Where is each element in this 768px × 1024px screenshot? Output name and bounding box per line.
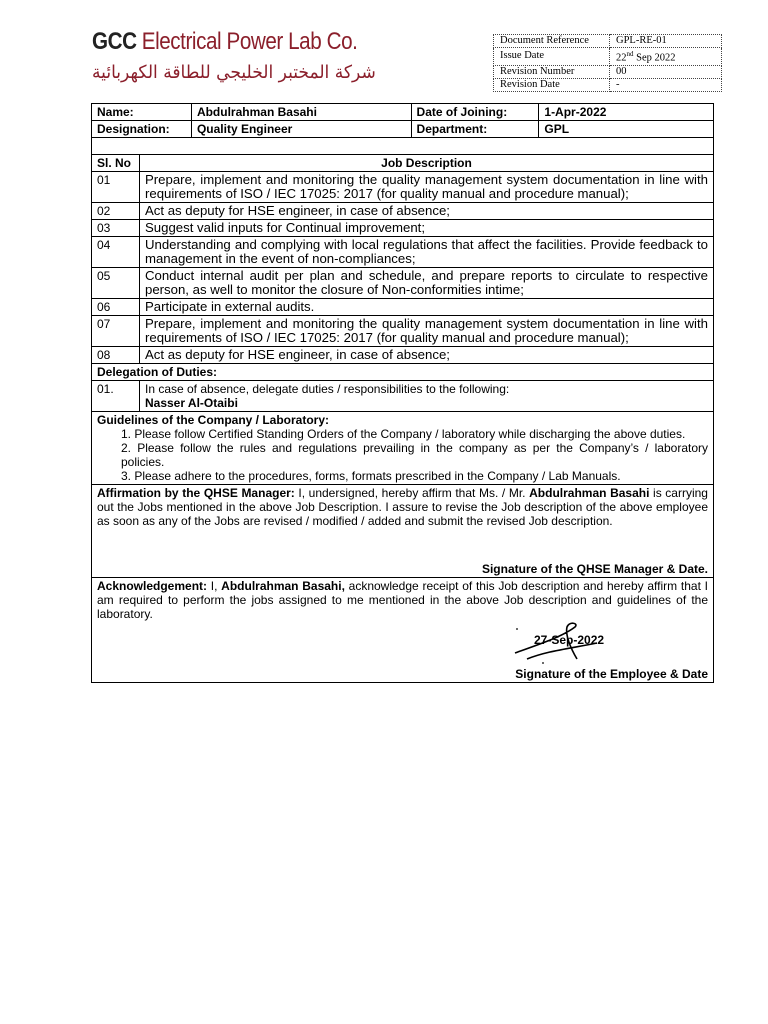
employee-row (92, 121, 714, 138)
affirmation-cell (92, 485, 714, 578)
job-text: Prepare, implement and monitoring the quality management system documentation in line with requirements of ISO / IEC 17025: 2017 (for quality manual and procedure manual); (139, 172, 713, 203)
acknowledgement-text-b: acknowledge receipt of this Job description and hereby affirm that I am required to perform the jobs assigned to me mentioned in the above Job description and guidelines of the laboratory. (97, 579, 708, 621)
job-row (92, 299, 714, 316)
job-number: 04 (92, 237, 140, 268)
job-row (92, 220, 714, 237)
guidelines-title: Guidelines of the Company / Laboratory: (97, 413, 330, 427)
acknowledgement-title: Acknowledgement: (97, 579, 208, 593)
spacer-row (92, 138, 714, 155)
issue-day-suffix: nd (626, 50, 634, 58)
department-value: GPL (539, 121, 714, 138)
company-logo (92, 28, 357, 56)
affirmation-row (92, 485, 714, 578)
guidelines-row (92, 412, 714, 485)
job-row (92, 347, 714, 364)
job-text: Act as deputy for HSE engineer, in case of absence; (139, 203, 713, 220)
acknowledgement-cell (92, 578, 714, 683)
job-text: Act as deputy for HSE engineer, in case of absence; (139, 347, 713, 364)
guideline-item: 1. Please follow Certified Standing Orders of the Company / laboratory while discharging the above duties. (121, 427, 686, 441)
job-row (92, 172, 714, 203)
job-row (92, 268, 714, 299)
guidelines-list (97, 427, 708, 483)
qhse-signature-label: Signature of the QHSE Manager & Date. (481, 562, 708, 576)
acknowledgement-employee-name: Abdulrahman Basahi, (221, 579, 345, 593)
ref-row (494, 35, 722, 48)
job-number: 07 (92, 316, 140, 347)
guidelines-cell (92, 412, 714, 485)
job-row (92, 237, 714, 268)
job-number: 06 (92, 299, 140, 316)
delegation-title-row (92, 364, 714, 381)
logo-prefix: GCC (92, 28, 137, 55)
delegation-title: Delegation of Duties: (92, 364, 714, 381)
ref-row (494, 78, 722, 91)
delegation-text: In case of absence, delegate duties / responsibilities to the following: (144, 382, 510, 396)
affirmation-title: Affirmation by the QHSE Manager: (97, 486, 295, 500)
document-reference-table (493, 34, 722, 92)
employee-name: Abdulrahman Basahi (191, 104, 411, 121)
guideline-item: 3. Please adhere to the procedures, forms, formats prescribed in the Company / Lab Manuals. (121, 469, 621, 483)
job-text: Participate in external audits. (139, 299, 713, 316)
delegation-number: 01. (92, 381, 140, 412)
job-text: Understanding and complying with local regulations that affect the facilities. Provide feedback to management in the event of non-compliances; (139, 237, 713, 268)
acknowledgement-text (97, 579, 708, 621)
acknowledgement-text-a: I, (207, 579, 222, 593)
job-number: 05 (92, 268, 140, 299)
designation-value: Quality Engineer (191, 121, 411, 138)
job-row (92, 203, 714, 220)
affirmation-text (97, 486, 708, 528)
employee-signature-label: Signature of the Employee & Date (515, 667, 708, 681)
ref-key: Revision Number (494, 65, 610, 78)
job-description-header: Job Description (139, 155, 713, 172)
job-number: 02 (92, 203, 140, 220)
ref-value-issue-date (610, 48, 722, 66)
affirmation-text-b: is carrying out the Jobs mentioned in the above Job Description. I assure to revise the Job description of the above employee as soon as any of the Jobs are revised / modified / added and submit the revised Job description. (97, 486, 708, 528)
issue-month-year: Sep 2022 (633, 52, 676, 64)
ref-value: - (610, 78, 722, 91)
sl-no-header: Sl. No (92, 155, 140, 172)
issue-day: 22 (616, 52, 627, 64)
delegation-row (92, 381, 714, 412)
joining-date: 1-Apr-2022 (539, 104, 714, 121)
job-number: 03 (92, 220, 140, 237)
job-number: 01 (92, 172, 140, 203)
affirmation-employee-name: Abdulrahman Basahi (529, 486, 650, 500)
jobs-header-row (92, 155, 714, 172)
job-description-form (91, 103, 714, 683)
ref-key: Revision Date (494, 78, 610, 91)
ref-key: Document Reference (494, 35, 610, 48)
job-number: 08 (92, 347, 140, 364)
guideline-item: 2. Please follow the rules and regulations prevailing in the company as per the Company’s / laboratory policies. (121, 441, 708, 469)
name-label: Name: (92, 104, 192, 121)
logo-arabic: شركة المختبر الخليجي للطاقة الكهربائية (92, 62, 376, 83)
affirmation-text-a: I, undersigned, hereby affirm that Ms. / Mr. (294, 486, 530, 500)
job-row (92, 316, 714, 347)
job-text: Suggest valid inputs for Continual improvement; (139, 220, 713, 237)
acknowledgement-row (92, 578, 714, 683)
ref-row (494, 65, 722, 78)
logo-name: Electrical Power Lab Co. (141, 28, 358, 55)
ref-value: 00 (610, 65, 722, 78)
delegate-person: Nasser Al-Otaibi (144, 396, 238, 410)
ref-value: GPL-RE-01 (610, 35, 722, 48)
job-text: Prepare, implement and monitoring the quality management system documentation in line with requirements of ISO / IEC 17025: 2017 (for quality manual and procedure manual); (139, 316, 713, 347)
employee-row (92, 104, 714, 121)
job-text: Conduct internal audit per plan and schedule, and prepare reports to circulate to respective person, as well to monitor the closure of Non-conformities intime; (139, 268, 713, 299)
employee-signed-date: 27-Sep-2022 (534, 633, 605, 647)
delegation-cell (139, 381, 713, 412)
ref-key: Issue Date (494, 48, 610, 66)
employee-signature-area (97, 621, 708, 657)
joining-label: Date of Joining: (411, 104, 539, 121)
designation-label: Designation: (92, 121, 192, 138)
department-label: Department: (411, 121, 539, 138)
ref-row (494, 48, 722, 66)
